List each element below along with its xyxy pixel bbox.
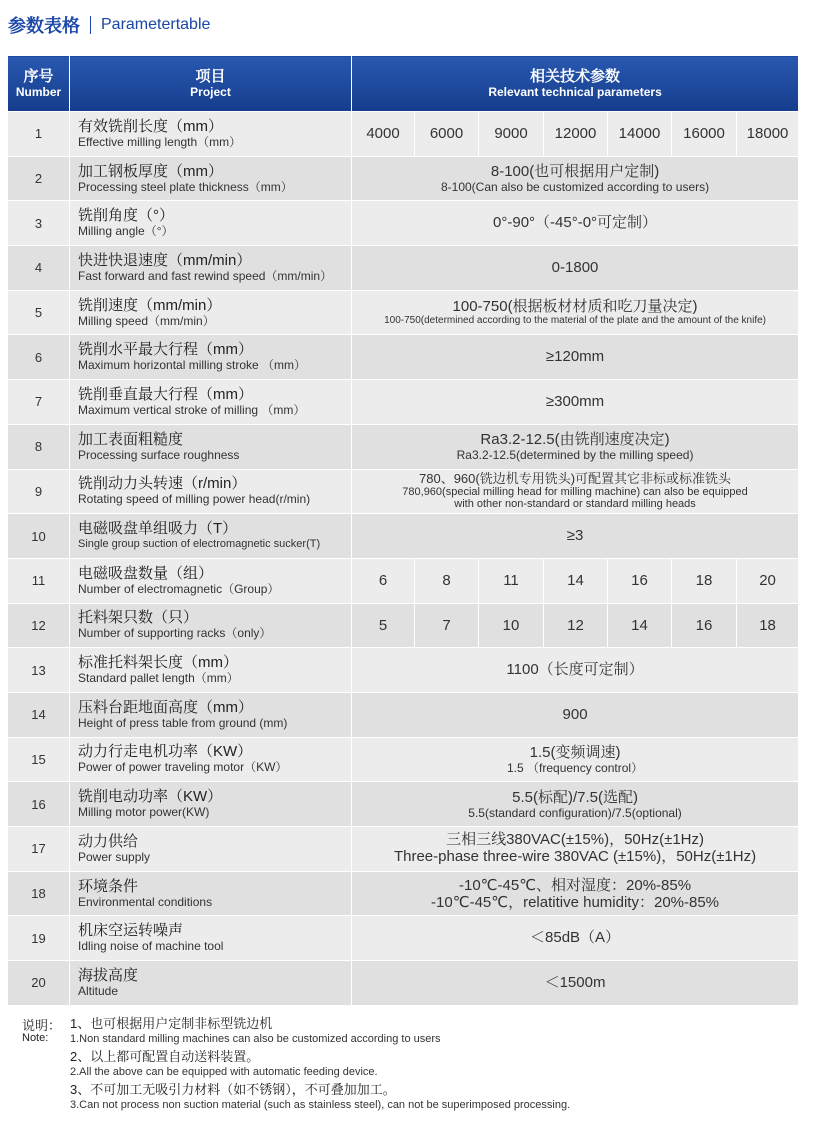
row-project: 动力行走电机功率（KW） Power of power traveling motor（KW） — [70, 737, 352, 782]
page-title — [8, 12, 210, 38]
note-item: 2、以上都可配置自动送料装置。 2.All the above can be equipped with automatic feeding device. — [70, 1049, 378, 1078]
value-cell: Ra3.2-12.5(由铣削速度决定) Ra3.2-12.5(determined by the milling speed) — [352, 424, 799, 469]
value-cell: 18 — [672, 558, 737, 603]
row-project: 铣削水平最大行程（mm） Maximum horizontal milling stroke （mm） — [70, 335, 352, 380]
note-item: 3、不可加工无吸引力材料（如不锈钢），不可叠加加工。 3.Can not process non suction material (such as stainless steel), can not be superimposed processing. — [70, 1082, 571, 1111]
row-project: 有效铣削长度（mm） Effective milling length（mm） — [70, 112, 352, 157]
value-cell: 8-100(也可根据用户定制) 8-100(Can also be customized according to users) — [352, 156, 799, 201]
table-row — [8, 335, 799, 380]
value-cell: 12000 — [544, 112, 608, 157]
header-project: 项目 Project — [70, 56, 352, 112]
row-project: 快进快退速度（mm/min） Fast forward and fast rewind speed（mm/min） — [70, 246, 352, 291]
value-cell: 5.5(标配)/7.5(选配) 5.5(standard configuration)/7.5(optional) — [352, 782, 799, 827]
value-cell: ≥3 — [352, 514, 799, 559]
table-row — [8, 558, 799, 603]
value-cell: 7 — [415, 603, 479, 648]
value-cell: 16 — [672, 603, 737, 648]
parameter-table — [7, 55, 799, 1006]
header-number: 序号 Number — [8, 56, 70, 112]
row-number: 11 — [8, 558, 70, 603]
row-number: 14 — [8, 692, 70, 737]
row-project: 托料架只数（只） Number of supporting racks（only） — [70, 603, 352, 648]
row-number: 19 — [8, 916, 70, 961]
row-number: 18 — [8, 871, 70, 916]
row-project: 电磁吸盘单组吸力（T） Single group suction of electromagnetic sucker(T) — [70, 514, 352, 559]
row-number: 4 — [8, 246, 70, 291]
value-cell: 8 — [415, 558, 479, 603]
value-cell: 0-1800 — [352, 246, 799, 291]
row-project: 铣削角度（°） Milling angle（°） — [70, 201, 352, 246]
row-number: 7 — [8, 380, 70, 425]
value-cell: 10 — [479, 603, 544, 648]
value-cell: ＜85dB（A） — [352, 916, 799, 961]
table-row — [8, 916, 799, 961]
value-cell: 100-750(根据板材材质和吃刀量决定) 100-750(determined according to the material of the plate and the amount of the knife) — [352, 290, 799, 335]
row-project: 铣削动力头转速（r/min） Rotating speed of milling power head(r/min) — [70, 469, 352, 514]
table-row — [8, 648, 799, 693]
value-cell: 20 — [737, 558, 799, 603]
value-cell: 12 — [544, 603, 608, 648]
row-number: 3 — [8, 201, 70, 246]
row-project: 加工钢板厚度（mm） Processing steel plate thickness（mm） — [70, 156, 352, 201]
table-row — [8, 961, 799, 1006]
row-project: 铣削垂直最大行程（mm） Maximum vertical stroke of milling （mm） — [70, 380, 352, 425]
row-project: 动力供给 Power supply — [70, 827, 352, 872]
value-cell: 4000 — [352, 112, 415, 157]
table-row — [8, 603, 799, 648]
row-number: 8 — [8, 424, 70, 469]
row-project: 环境条件 Environmental conditions — [70, 871, 352, 916]
note-item: 说明： 1、也可根据用户定制非标型铣边机 Note: 1.Non standard milling machines can also be customized according to users — [22, 1016, 441, 1045]
value-cell: ≥300mm — [352, 380, 799, 425]
value-cell: 18000 — [737, 112, 799, 157]
notes-label-cn: 说明： — [22, 1018, 62, 1033]
row-number: 9 — [8, 469, 70, 514]
row-number: 17 — [8, 827, 70, 872]
header-parameters: 相关技术参数 Relevant technical parameters — [352, 56, 799, 112]
notes-section — [22, 1015, 802, 1112]
table-row — [8, 156, 799, 201]
row-number: 16 — [8, 782, 70, 827]
row-project: 机床空运转噪声 Idling noise of machine tool — [70, 916, 352, 961]
table-row — [8, 782, 799, 827]
row-number: 12 — [8, 603, 70, 648]
value-cell: 三相三线380VAC(±15%)，50Hz(±1Hz) Three-phase three-wire 380VAC (±15%)，50Hz(±1Hz) — [352, 827, 799, 872]
row-project: 铣削速度（mm/min） Milling speed（mm/min） — [70, 290, 352, 335]
value-cell: 5 — [352, 603, 415, 648]
notes-label-en: Note: — [22, 1032, 49, 1044]
row-project: 标准托料架长度（mm） Standard pallet length（mm） — [70, 648, 352, 693]
value-cell: 900 — [352, 692, 799, 737]
value-cell: 14 — [608, 603, 672, 648]
table-row — [8, 424, 799, 469]
table-row — [8, 827, 799, 872]
row-number: 6 — [8, 335, 70, 380]
row-number: 10 — [8, 514, 70, 559]
row-number: 20 — [8, 961, 70, 1006]
row-project: 铣削电动功率（KW） Milling motor power(KW) — [70, 782, 352, 827]
value-cell: 1100（长度可定制） — [352, 648, 799, 693]
row-number: 13 — [8, 648, 70, 693]
table-row — [8, 871, 799, 916]
value-cell: 11 — [479, 558, 544, 603]
value-cell: 6000 — [415, 112, 479, 157]
row-project: 压料台距地面高度（mm） Height of press table from ground (mm) — [70, 692, 352, 737]
value-cell: 16000 — [672, 112, 737, 157]
value-cell: 14 — [544, 558, 608, 603]
value-cell: 18 — [737, 603, 799, 648]
value-cell: 16 — [608, 558, 672, 603]
value-cell: 1.5(变频调速) 1.5 （frequency control） — [352, 737, 799, 782]
row-number: 15 — [8, 737, 70, 782]
table-row — [8, 246, 799, 291]
value-cell: 14000 — [608, 112, 672, 157]
table-row — [8, 514, 799, 559]
row-number: 1 — [8, 112, 70, 157]
value-cell: 0°-90°（-45°-0°可定制） — [352, 201, 799, 246]
table-row — [8, 737, 799, 782]
title-en: Parametertable — [101, 16, 211, 33]
value-cell: 780、960(铣边机专用铣头)可配置其它非标或标准铣头 780,960(special milling head for milling machine) can also be equipped with other non-standard or standard milling heads — [352, 469, 799, 514]
value-cell: ≥120mm — [352, 335, 799, 380]
row-project: 加工表面粗糙度 Processing surface roughness — [70, 424, 352, 469]
value-cell: ＜1500m — [352, 961, 799, 1006]
table-row — [8, 692, 799, 737]
table-row — [8, 112, 799, 157]
table-row — [8, 290, 799, 335]
value-cell: -10℃-45℃、相对湿度：20%-85% -10℃-45℃，relatitive humidity：20%-85% — [352, 871, 799, 916]
row-project: 电磁吸盘数量（组） Number of electromagnetic（Group） — [70, 558, 352, 603]
value-cell: 9000 — [479, 112, 544, 157]
table-row — [8, 201, 799, 246]
value-cell: 6 — [352, 558, 415, 603]
table-row — [8, 380, 799, 425]
row-project: 海拔高度 Altitude — [70, 961, 352, 1006]
table-row — [8, 469, 799, 514]
row-number: 5 — [8, 290, 70, 335]
row-number: 2 — [8, 156, 70, 201]
title-divider — [90, 16, 91, 34]
title-cn: 参数表格 — [8, 16, 80, 36]
